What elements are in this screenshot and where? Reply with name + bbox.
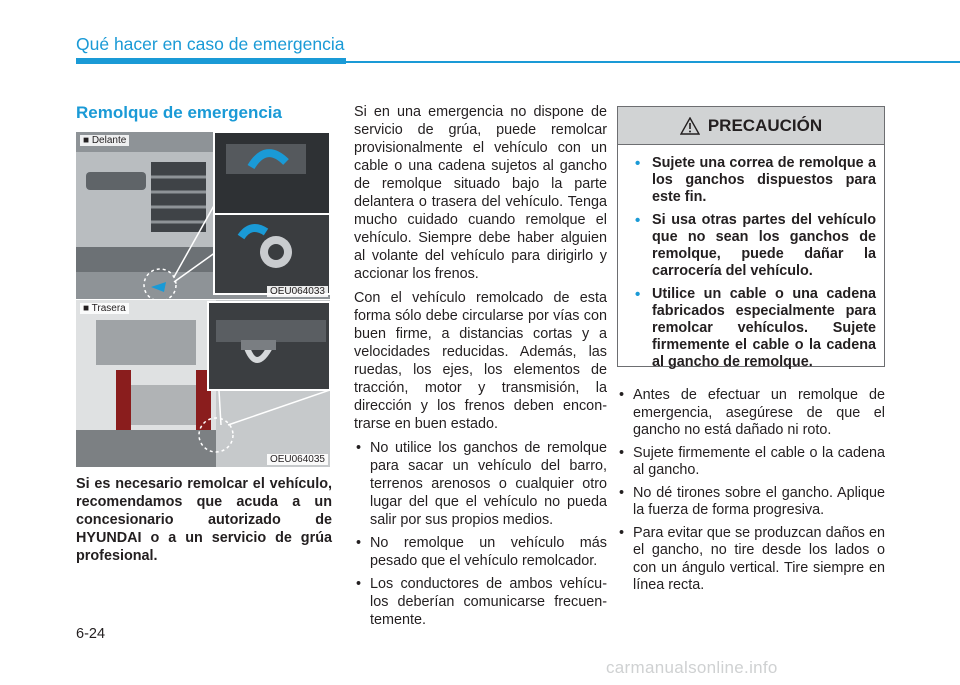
bullet-icon: • — [619, 484, 625, 501]
section-title: Remolque de emergencia — [76, 103, 282, 122]
paragraph-1: Si en una emergencia no dispone de servicio de grúa, puede remolcar provisionalmente el vehículo con un cable o una cadena sujetos al gancho de remolque situado bajo la parte delantera o trasera del vehículo. Tenga mucho cuidado cuando remolque el vehículo. Siempre debe haber alguien al volante del vehículo para dirigirlo y accionar los frenos. — [354, 104, 607, 282]
caution-item: • Sujete una correa de remolque a los ganchos dispuestos para este fin. — [635, 155, 876, 205]
photo-code-front: OEU064033 — [267, 286, 328, 297]
middle-column — [354, 103, 607, 634]
caution-item: • Si usa otras partes del vehículo que no sean los ganchos de remolque, puede dañar la carrocería del vehículo. — [635, 212, 876, 279]
list-item: • Para evitar que se produzcan daños en el gancho, no tire desde los lados o con un ángulo vertical. Tire siempre en línea recta. — [619, 524, 885, 593]
right-column — [617, 387, 885, 600]
photo-label-rear: ■ Trasera — [80, 303, 129, 314]
caution-item: • Utilice un cable o una cadena fabricados especialmente para remolcar vehículos. Sujete firmemente el cable o la cadena al gancho de remolque. — [635, 286, 876, 370]
bullet-icon: • — [635, 286, 641, 303]
list-item: • No dé tirones sobre el gancho. Aplique la fuerza de forma progresiva. — [619, 484, 885, 518]
caution-box — [617, 106, 885, 370]
middle-bullet-list — [354, 439, 607, 629]
bullet-icon: • — [635, 212, 641, 229]
header-rule — [346, 61, 960, 63]
photo-code-rear: OEU064035 — [267, 454, 328, 465]
bullet-icon: • — [619, 444, 625, 461]
front-tow-hook-photo — [76, 132, 330, 299]
page-number: 6-24 — [76, 626, 106, 642]
rear-illustration — [76, 300, 330, 467]
bullet-icon: • — [356, 576, 362, 592]
header-accent-bar — [76, 58, 346, 64]
watermark: carmanualsonline.info — [606, 658, 778, 677]
photo-label-front: ■ Delante — [80, 135, 129, 146]
bullet-icon: • — [356, 535, 362, 551]
front-illustration — [76, 132, 330, 299]
list-item: • Los conductores de ambos vehículos deberían comunicarse frecuentemente. — [356, 576, 607, 628]
bullet-icon: • — [635, 155, 641, 172]
caution-list — [618, 145, 884, 371]
rear-tow-hook-photo — [76, 300, 330, 467]
chapter-title: Qué hacer en caso de emergencia — [76, 34, 345, 54]
list-item: • Antes de efectuar un remolque de emergencia, asegúrese de que el gancho no está dañado ni roto. — [619, 387, 885, 438]
list-item: • No remolque un vehículo más pesado que el vehículo remolcador. — [356, 535, 607, 569]
intro-recommendation: Si es necesario remolcar el vehículo, recomendamos que acuda a un concesionario autorizado de HYUNDAI o a un servicio de grúa profesional. — [76, 476, 332, 564]
warning-triangle-icon — [680, 117, 700, 135]
paragraph-2: Con el vehículo remolcado de esta forma sólo debe circularse por vías con buen firme, a distancias cortas y a velocidades reducidas. Además, las ruedas, los ejes, los elementos de tracción, motor y transmisión, la dirección y los frenos deben encontrarse en buen estado. — [354, 290, 607, 432]
bullet-icon: • — [619, 387, 625, 403]
right-bullet-list — [617, 387, 885, 595]
caution-header — [618, 107, 884, 145]
caution-title: PRECAUCIÓN — [707, 115, 823, 135]
list-item: • No utilice los ganchos de remolque para sacar un vehículo del barro, terrenos arenosos o cualquier otro lugar del que el vehículo no pueda salir por sus propios medios. — [356, 440, 607, 528]
bullet-icon: • — [356, 440, 362, 456]
list-item: • Sujete firmemente el cable o la cadena al gancho. — [619, 444, 885, 478]
bullet-icon: • — [619, 524, 625, 541]
